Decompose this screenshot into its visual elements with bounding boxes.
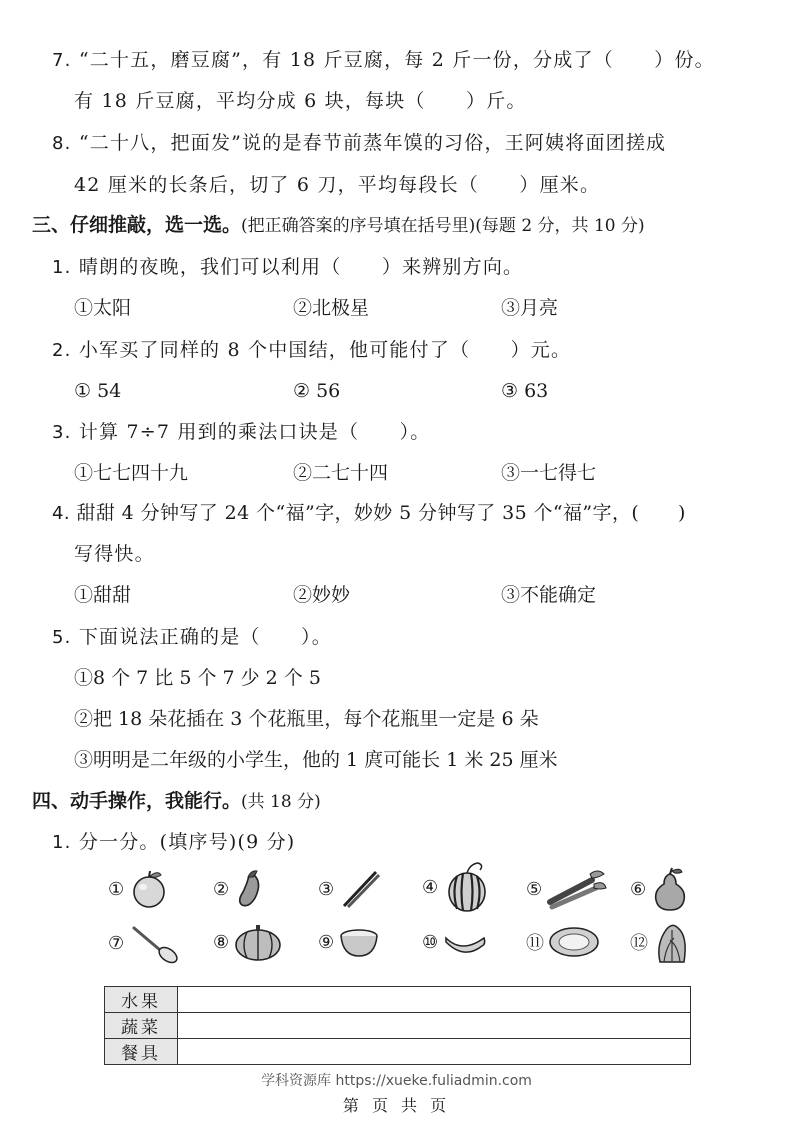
banana-icon [442,922,488,962]
pear-icon [650,866,690,912]
answer-cell-vegetables[interactable] [178,1013,691,1039]
question-number: 8. [52,133,72,154]
picture-item [422,922,488,962]
page-number: 第 页 共 页 [342,1096,451,1115]
picture-item [318,922,380,962]
option-3: ③月亮 [501,297,559,319]
question-3-4 [52,500,686,527]
question-3-5 [52,624,332,651]
option-3: ③ 63 [501,380,549,402]
picture-item [630,866,690,912]
row-header-tableware: 餐具 [105,1039,178,1065]
question-text: 甜甜 4 分钟写了 24 个“福”字，妙妙 5 分钟写了 35 个“福”字，( ) [76,502,686,524]
option-2: ② 56 [293,380,341,402]
bowl-icon [338,922,380,962]
section-note: (把正确答案的序号填在括号里)(每题 2 分，共 10 分) [241,216,645,236]
picture-item [318,868,382,910]
section-title: 四、动手操作，我能行。 [32,790,242,812]
section-note: (共 18 分) [241,792,321,812]
item-number: ⑩ [422,931,439,953]
section-3-heading [32,212,645,239]
picture-item [213,868,265,910]
item-number: ⑫ [630,933,648,954]
option-2: ②二七十四 [293,462,389,484]
question-7-line-1 [52,47,715,74]
classification-table [104,986,691,1065]
picture-item [108,922,180,964]
watermark-site: 学科资源库 https://xueke.fuliadmin.com [261,1073,532,1089]
question-3-2 [52,337,571,364]
question-3-1 [52,254,523,281]
row-header-vegetables: 蔬菜 [105,1013,178,1039]
question-8-line-1 [52,130,666,157]
item-number: ④ [422,876,439,898]
apple-icon [128,868,170,910]
cabbage-icon [652,918,692,966]
table-row [105,987,691,1013]
question-7-line-2: 有 18 斤豆腐，平均分成 6 块，每块（ ）斤。 [74,90,527,112]
question-4-1 [52,829,295,856]
question-text: 下面说法正确的是（ ）。 [78,626,332,648]
question-text: “二十八，把面发”说的是春节前蒸年馍的习俗，王阿姨将面团搓成 [78,132,667,154]
question-number: 4. [52,503,70,524]
pumpkin-icon [233,922,283,962]
item-number: ⑥ [630,878,647,900]
picture-item [526,922,600,962]
picture-item [213,922,283,962]
picture-item [526,866,608,912]
item-number: ③ [318,878,335,900]
item-number: ⑤ [526,878,543,900]
picture-item [108,868,170,910]
row-header-fruit: 水果 [105,987,178,1013]
question-text: 小军买了同样的 8 个中国结，他可能付了（ ）元。 [78,339,572,361]
question-3-3 [52,419,431,446]
chopsticks-icon [338,868,382,910]
option-2: ②北极星 [293,297,370,319]
option-2: ②妙妙 [293,584,351,606]
option-3: ③不能确定 [501,584,597,606]
question-number: 7. [52,50,72,71]
section-4-heading [32,788,321,815]
item-number: ⑦ [108,932,125,954]
celery-icon [546,866,608,912]
statement-3: ③明明是二年级的小学生，他的 1 庹可能长 1 米 25 厘米 [74,749,558,771]
option-1: ① 54 [74,380,122,402]
question-number: 5. [52,627,72,648]
option-1: ①甜甜 [74,584,132,606]
item-number: ⑪ [526,933,544,954]
watermelon-icon [442,860,492,914]
question-3-4-line-2: 写得快。 [74,543,155,565]
option-1: ①太阳 [74,297,132,319]
item-number: ② [213,878,230,900]
question-text: “二十五，磨豆腐”，有 18 斤豆腐，每 2 斤一份，分成了（ ）份。 [78,49,715,71]
item-number: ⑨ [318,931,335,953]
section-title: 三、仔细推敲，选一选。 [32,214,242,236]
picture-item [422,860,492,914]
eggplant-icon [233,868,265,910]
question-number: 1. [52,257,72,278]
statement-1: ①8 个 7 比 5 个 7 少 2 个 5 [74,667,321,689]
item-number: ⑧ [213,931,230,953]
question-number: 2. [52,340,72,361]
question-8-line-2: 42 厘米的长条后，切了 6 刀，平均每段长（ ）厘米。 [74,174,601,196]
table-row [105,1039,691,1065]
question-number: 1. [52,832,72,853]
option-1: ①七七四十九 [74,462,189,484]
question-text: 分一分。(填序号)(9 分) [78,831,296,853]
question-text: 晴朗的夜晚，我们可以利用（ ）来辨别方向。 [78,256,524,278]
option-3: ③一七得七 [501,462,597,484]
picture-item [630,918,692,966]
question-text: 计算 7÷7 用到的乘法口诀是（ ）。 [78,421,431,443]
answer-cell-tableware[interactable] [178,1039,691,1065]
statement-2: ②把 18 朵花插在 3 个花瓶里，每个花瓶里一定是 6 朵 [74,708,539,730]
question-number: 3. [52,422,72,443]
plate-icon [548,922,600,962]
spoon-icon [128,922,180,964]
answer-cell-fruit[interactable] [178,987,691,1013]
table-row [105,1013,691,1039]
item-number: ① [108,878,125,900]
